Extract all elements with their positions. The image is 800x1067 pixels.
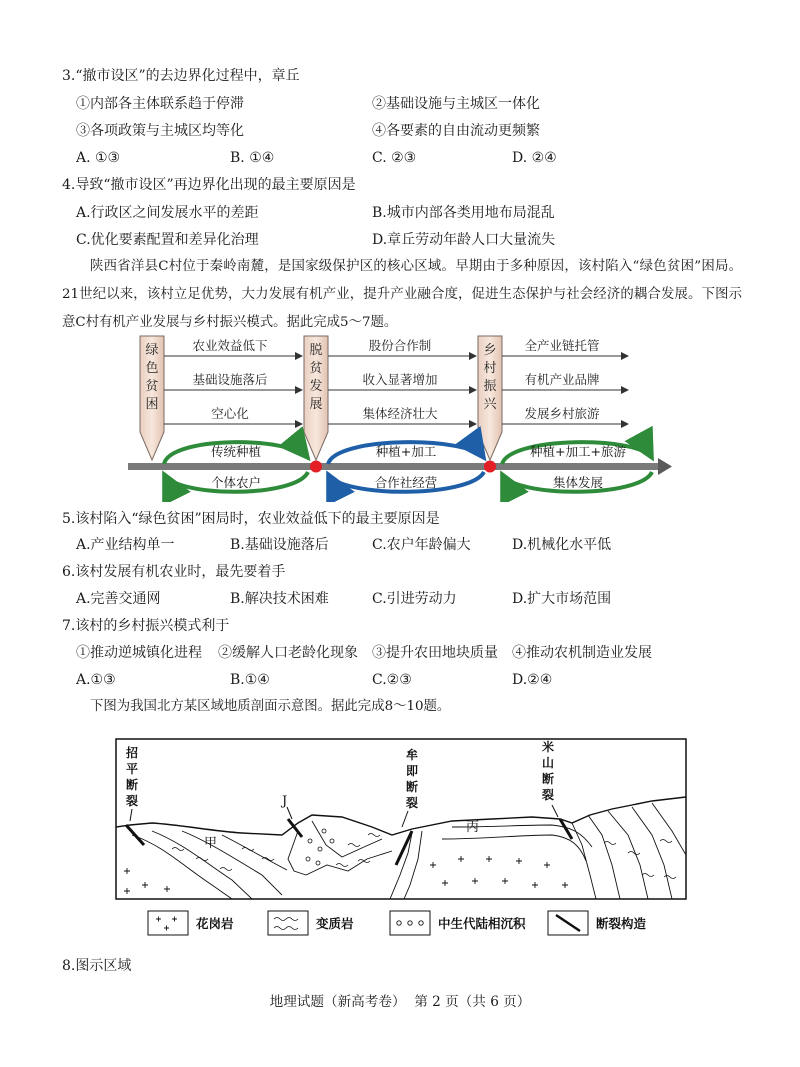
intro-paragraph-2: 下图为我国北方某区域地质剖面示意图。据此完成8～10题。 [90,699,451,714]
fault-right-label-4: 裂 [541,788,555,802]
stage-2-label-char-4: 展 [309,397,323,412]
stage-1-item-1: 农业效益低下 [192,338,268,353]
legend-metamorphic-label: 变质岩 [316,916,354,931]
fault-right-label-1: 米 [541,740,555,754]
legend-sediment-label: 中生代陆相沉积 [438,916,526,931]
stage-1-top-label: 传统种植 [210,444,262,459]
stage-2-label-char-2: 贫 [309,361,323,376]
q3-stem: 3.“撤市设区”的去边界化过程中，章丘 [62,68,300,84]
stage-1-label-char-1: 绿 [145,343,159,358]
stage-1-label-char-2: 色 [145,361,159,376]
q3-item-1: ①内部各主体联系趋于停滞 [76,96,244,112]
q5-stem: 5.该村陷入“绿色贫困”困局时，农业效益低下的最主要原因是 [62,511,440,527]
fault-mid-label-3: 断 [405,780,419,794]
stage-3-label-char-1: 乡 [483,343,497,358]
fault-right-label-2: 山 [541,756,555,770]
q3-option-d: D. ②④ [512,150,557,166]
stage-3-item-2: 有机产业品牌 [524,372,600,387]
stage-2-item-1: 股份合作制 [368,338,432,353]
q5-option-d: D.机械化水平低 [512,537,612,553]
q7-option-d: D.②④ [512,672,553,688]
stage-3-label-char-4: 兴 [483,397,497,412]
legend-granite-label: 花岗岩 [196,916,234,931]
stage-2-item-3: 集体经济壮大 [362,406,438,421]
stage-1-label-char-4: 困 [145,397,159,412]
q7-item-3: ③提升农田地块质量 [372,645,498,661]
stage-3-label-char-3: 振 [483,379,497,394]
timeline-arrow [128,458,672,475]
q4-option-a: A.行政区之间发展水平的差距 [76,205,259,221]
q7-item-2: ②缓解人口老龄化现象 [218,645,358,661]
label-bing: 丙 [466,820,480,835]
fault-mid-label-4: 裂 [405,796,419,810]
legend-granite [148,911,234,935]
fault-mid-label-1: 牟 [405,748,419,762]
q7-stem: 7.该村的乡村振兴模式利于 [62,618,230,634]
fault-mid-label-2: 即 [405,764,419,778]
q3-item-4: ④各要素的自由流动更频繁 [372,123,540,139]
q6-option-c: C.引进劳动力 [372,591,457,607]
label-jia: 甲 [204,836,218,851]
milestone-dot-1 [310,461,322,473]
q5-option-c: C.农户年龄偏大 [372,537,471,553]
q5-option-b: B.基础设施落后 [230,537,329,553]
legend-sediment [390,911,526,935]
label-j: J [282,794,288,809]
milestone-dot-2 [484,461,496,473]
stage-2-bottom-label: 合作社经营 [374,475,438,490]
q4-stem: 4.导致“撤市设区”再边界化出现的最主要原因是 [62,177,356,193]
stage-3-item-1: 全产业链托管 [524,338,600,353]
legend-metamorphic [268,911,354,935]
fault-left-label-4: 裂 [125,794,139,808]
q7-item-4: ④推动农机制造业发展 [512,645,652,661]
fault-left-label-3: 断 [125,778,139,792]
rural-revitalization-diagram [120,332,680,502]
stage-1-item-3: 空心化 [211,406,249,421]
stage-3-top-label: 种植+加工+旅游 [530,444,626,459]
fault-left-label-1: 招 [125,746,139,760]
stage-2-label-char-1: 脱 [309,343,323,358]
fault-left-label-2: 平 [125,762,139,776]
q7-option-a: A.①③ [76,672,116,688]
stage-2-top-label: 种植+加工 [375,444,437,459]
q3-option-b: B. ①④ [230,150,275,166]
q6-option-d: D.扩大市场范围 [512,591,612,607]
q4-option-c: C.优化要素配置和差异化治理 [76,232,259,248]
stage-3-label-char-2: 村 [483,361,497,376]
q6-option-a: A.完善交通网 [76,591,161,607]
q5-option-a: A.产业结构单一 [76,537,175,553]
stage-1-item-2: 基础设施落后 [192,372,268,387]
stage-3-bottom-label: 集体发展 [552,475,604,490]
q3-item-3: ③各项政策与主城区均等化 [76,123,244,139]
page-footer: 地理试题（新高考卷） 第 2 页（共 6 页） [269,994,531,1010]
q3-option-c: C. ②③ [372,150,417,166]
stage-2-item-2: 收入显著增加 [362,372,438,387]
legend-fault-label: 断裂构造 [596,916,647,931]
q7-item-1: ①推动逆城镇化进程 [76,645,202,661]
stage-2-label-char-3: 发 [309,379,323,394]
q7-option-b: B.①④ [230,672,270,688]
stage-1-label-char-3: 贫 [145,379,159,394]
stage-3-item-3: 发展乡村旅游 [524,406,600,421]
q7-option-c: C.②③ [372,672,412,688]
geologic-section-diagram [112,735,690,945]
q8-stem: 8.图示区域 [62,958,132,974]
q3-option-a: A. ①③ [76,150,121,166]
stage-1-bottom-label: 个体农户 [210,475,262,490]
legend-fault [548,911,647,935]
q4-option-d: D.章丘劳动年龄人口大量流失 [372,232,556,248]
intro-paragraph-1: 陕西省洋县C村位于秦岭南麓，是国家级保护区的核心区域。早期由于多种原因，该村陷入“绿色贫困”困局。21世纪以来，该村立足优势，大力发展有机产业，提升产业融合度，促进生态保护与社会经济的耦合发展。下图示意C村有机产业发展与乡村振兴模式。据此完成5～7题。 [62,259,742,330]
q6-option-b: B.解决技术困难 [230,591,329,607]
fault-right-label-3: 断 [541,772,555,786]
q3-item-2: ②基础设施与主城区一体化 [372,96,540,112]
q6-stem: 6.该村发展有机农业时，最先要着手 [62,564,286,580]
q4-option-b: B.城市内部各类用地布局混乱 [372,205,555,221]
